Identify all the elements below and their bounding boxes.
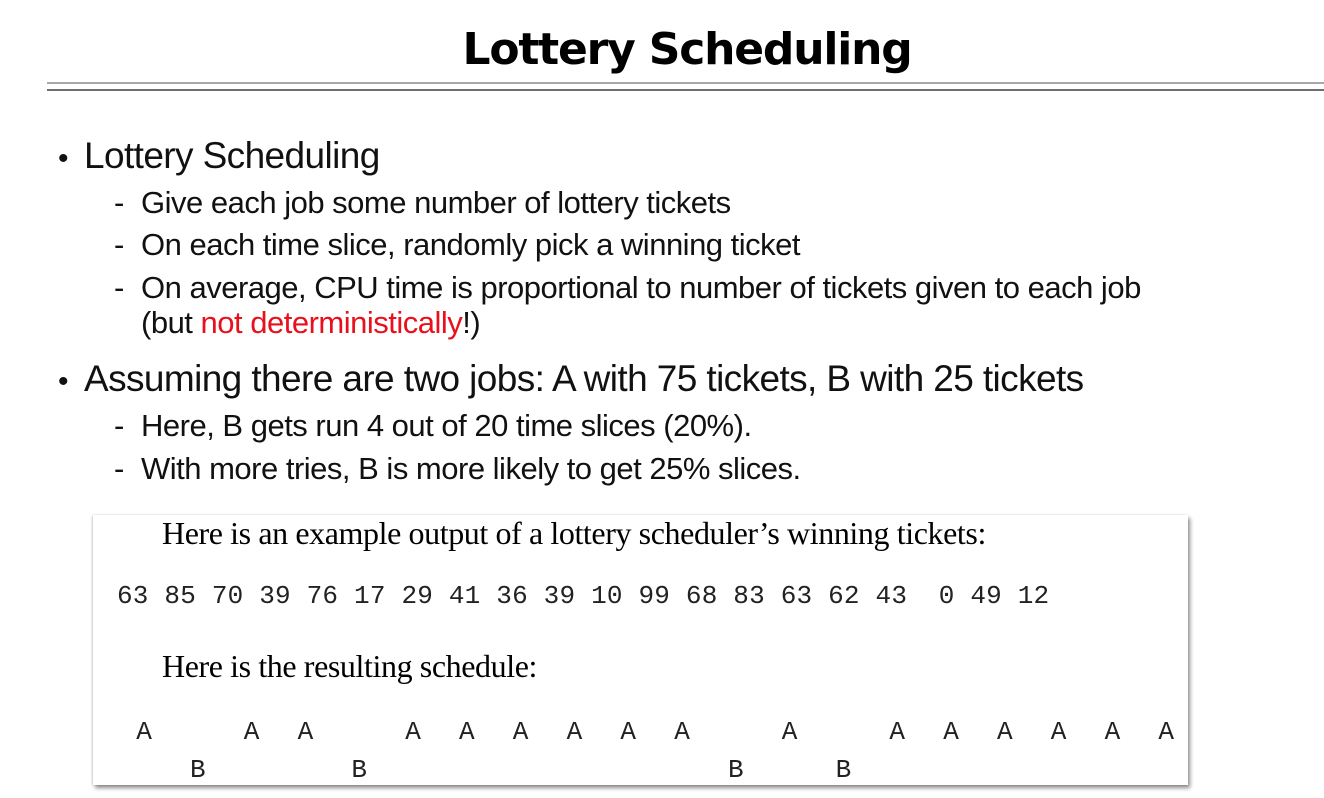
tickets-caption: Here is an example output of a lottery scheduler’s winning tickets: — [162, 515, 986, 551]
sub-bullet-text: Give each job some number of lottery tickets — [141, 185, 731, 220]
schedule-slot-a: A — [943, 717, 959, 747]
schedule-slot-a: A — [1158, 717, 1174, 747]
title-divider-top — [47, 82, 1324, 84]
sub-bullet-text: With more tries, B is more likely to get 25% slices. — [141, 451, 801, 486]
sub-bullet-text: On average, CPU time is proportional to number of tickets given to each job — [141, 270, 1141, 305]
dash-icon: - — [114, 408, 124, 443]
bullet-icon: • — [58, 142, 68, 175]
slide-title: Lottery Scheduling — [462, 24, 912, 75]
schedule-slot-b: B — [189, 755, 206, 785]
schedule-slot-a: A — [781, 717, 798, 747]
bullet-icon: • — [58, 365, 68, 398]
bullet-text: Lottery Scheduling — [84, 135, 380, 176]
schedule-slot-b: B — [351, 755, 367, 785]
highlighted-text: not deterministically — [200, 305, 463, 340]
sub-bullet-continuation — [141, 303, 480, 343]
schedule-slot-a: A — [512, 717, 529, 747]
bullet-two-jobs — [58, 357, 1084, 404]
dash-icon: - — [114, 270, 124, 305]
sub-bullet — [114, 183, 731, 223]
schedule-caption: Here is the resulting schedule: — [162, 648, 538, 684]
sub-bullet-text: Here, B gets run 4 out of 20 time slices (20%). — [141, 408, 752, 443]
bullet-text: Assuming there are two jobs: A with 75 tickets, B with 25 tickets — [84, 358, 1084, 399]
sub-bullet — [114, 268, 1141, 308]
example-figure — [93, 515, 1188, 785]
schedule-slot-a: A — [243, 717, 260, 747]
bullet-lottery-scheduling — [58, 134, 380, 181]
schedule-slot-a: A — [566, 717, 583, 747]
dash-icon: - — [114, 227, 124, 262]
schedule-slot-a: A — [996, 717, 1013, 747]
continuation-text: (but — [141, 305, 201, 340]
sub-bullet-text: On each time slice, randomly pick a winning ticket — [141, 227, 801, 262]
schedule-slot-a: A — [1050, 717, 1067, 747]
dash-icon: - — [114, 185, 124, 220]
sub-bullet — [114, 406, 752, 446]
sub-bullet — [114, 225, 800, 265]
schedule-slot-a: A — [405, 717, 421, 747]
schedule-slot-a: A — [1104, 717, 1121, 747]
schedule-slot-b: B — [727, 755, 744, 785]
dash-icon: - — [114, 451, 124, 486]
winning-tickets: 63 85 70 39 76 17 29 41 36 39 10 99 68 83 63 62 43 0 49 12 — [117, 581, 1050, 611]
sub-bullet — [114, 449, 801, 489]
continuation-text: !) — [462, 305, 481, 340]
schedule-slot-a: A — [620, 717, 636, 747]
schedule-slot-b: B — [835, 755, 852, 785]
schedule-slot-a: A — [889, 717, 905, 747]
schedule-slot-a: A — [458, 717, 475, 747]
schedule-slot-a: A — [297, 717, 314, 747]
schedule-slot-a: A — [674, 717, 690, 747]
schedule-slot-a: A — [136, 717, 152, 747]
title-divider-bottom — [47, 89, 1324, 91]
